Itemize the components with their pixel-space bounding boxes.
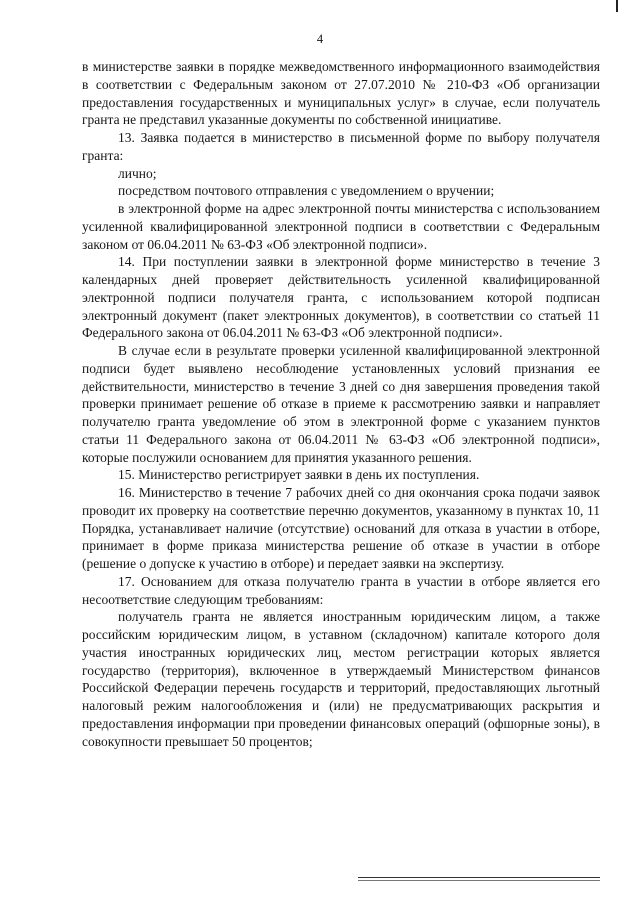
paragraph-1: в министерстве заявки в порядке межведомственного информационного взаимодействия в соответствии с Федеральным законом от 27.07.2010 № 210-ФЗ «Об организации предоставления государственных и муниципальных услуг» в случае, если получатель гранта не представил указанные документы по собственной инициативе. — [82, 59, 600, 128]
corner-scan-mark — [616, 0, 618, 12]
paragraph-3: лично; — [118, 165, 157, 181]
paragraph-6: 14. При поступлении заявки в электронной форме министерство в течение 3 календарных дней проверяет действительность усиленной квалифицированной электронной подписи получателя гранта, с использованием которой подписан электронный документ (пакет электронных документов), в соответствии со статьей 11 Федерального закона от 06.04.2011 № 63-ФЗ «Об электронной подписи». — [82, 254, 600, 341]
footer-rule — [358, 877, 600, 878]
paragraph-2: 13. Заявка подается в министерство в письменной форме по выбору получателя гранта: — [82, 130, 600, 163]
paragraph-7: В случае если в результате проверки усиленной квалифицированной электронной подписи будет выявлено несоблюдение установленных условий признания ее действительности, министерство в течение 3 дней со дня завершения проведения такой проверки принимает решение об отказе в приеме к рассмотрению заявки и направляет получателю гранта уведомление об этом в электронной форме с указанием пунктов статьи 11 Федерального закона от 06.04.2011 № 63-ФЗ «Об электронной подписи», которые послужили основанием для принятия указанного решения. — [82, 343, 600, 465]
page-number: 4 — [316, 32, 324, 46]
paragraph-4: посредством почтового отправления с уведомлением о вручении; — [118, 183, 495, 199]
paragraph-5: в электронной форме на адрес электронной почты министерства с использованием усиленной квалифицированной электронной подписи в соответствии с Федеральным законом от 06.04.2011 № 63-ФЗ «Об электронной подписи». — [82, 201, 600, 252]
document-body — [82, 58, 600, 750]
paragraph-10: 17. Основанием для отказа получателю гранта в участии в отборе является его несоответствие следующим требованиям: — [82, 573, 600, 607]
paragraph-9: 16. Министерство в течение 7 рабочих дней со дня окончания срока подачи заявок проводит их проверку на соответствие перечню документов, указанному в пунктах 10, 11 Порядка, устанавливает наличие (отсутствие) оснований для отказа в участии в отборе, принимает в форме приказа министерства решение об отказе в участии в отборе (решение о допуске к участию в отборе) и передает заявки на экспертизу. — [82, 485, 600, 571]
footer-rule-secondary — [358, 880, 600, 881]
paragraph-8: 15. Министерство регистрирует заявки в день их поступления. — [118, 467, 480, 483]
paragraph-11: получатель гранта не является иностранным юридическим лицом, а также российским юридическим лицом, в уставном (складочном) капитале которого доля участия иностранных юридических лиц, местом регистрации которых является государство (территория), включенное в утверждаемый Министерством финансов Российской Федерации перечень государств и территорий, предоставляющих льготный налоговый режим налогообложения и (или) не предусматривающих раскрытия и предоставления информации при проведении финансовых операций (офшорные зоны), в совокупности превышает 50 процентов; — [82, 609, 600, 749]
